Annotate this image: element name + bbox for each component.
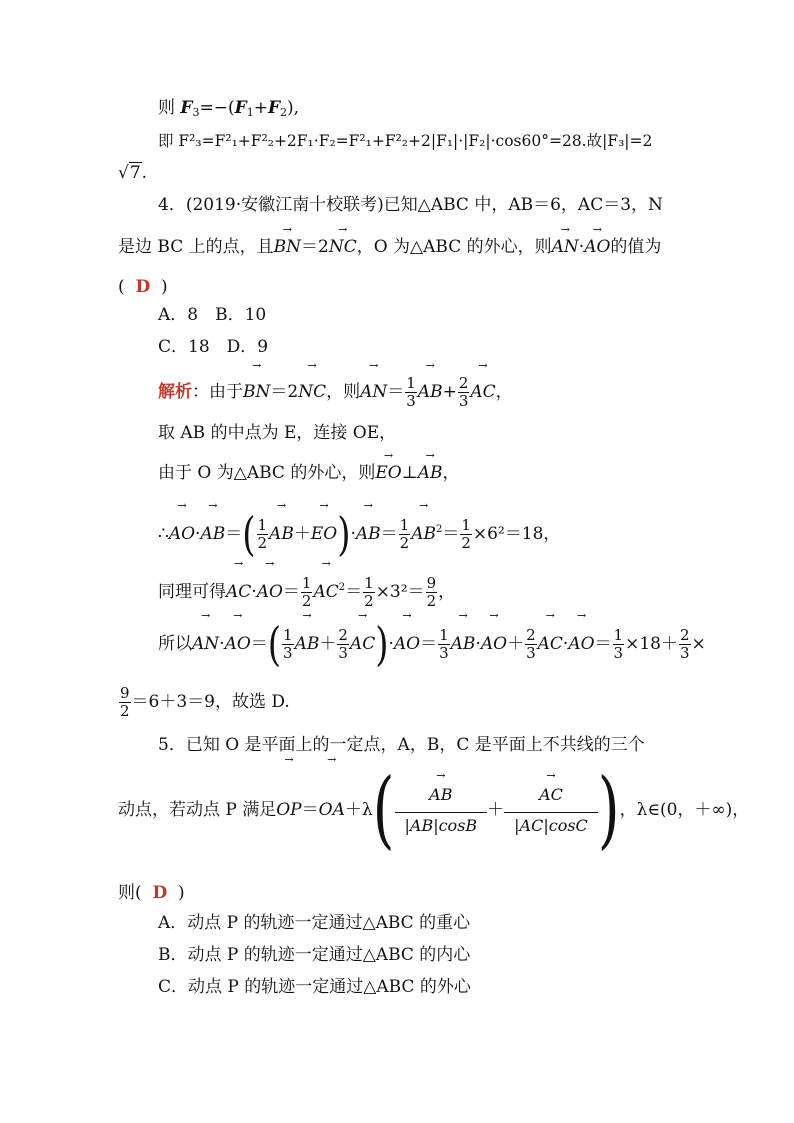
solution-line3: [158, 462, 459, 484]
vector-BN: → BN: [243, 372, 270, 412]
q4-options-cd: [158, 336, 268, 358]
text: 即 F²₃=F²₁+F²₂+2F₁·F₂=F²₁+F²₂+2|F₁|·|F₂|·cos60°=28.故|F₃|=2: [158, 132, 653, 150]
options-text: C．18 D．9: [158, 337, 269, 357]
var-F: F: [234, 98, 247, 118]
option-text: A．动点 P 的轨迹一定通过△ABC 的重心: [158, 913, 471, 933]
text: (: [118, 277, 125, 297]
vector-AN: → AN: [192, 622, 219, 666]
text: .: [141, 163, 148, 183]
vector-AO: → AO: [225, 622, 251, 666]
text: ＝: [282, 582, 300, 602]
text: 动点，若动点 P 满足: [118, 800, 277, 820]
text: ·: [350, 524, 356, 544]
text: 的值为: [610, 237, 662, 257]
fraction-two-thirds: $\frac{2}{3}$: [338, 626, 348, 662]
text: ＝: [594, 634, 612, 654]
text: ＝: [345, 582, 363, 602]
text: ·: [219, 634, 225, 654]
text: ＋λ: [344, 800, 373, 820]
vector-AC: → AC: [350, 622, 375, 666]
solution-line7: [118, 680, 290, 724]
line-sqrt7: [118, 162, 147, 184]
fraction-one-half: $\frac{1}{2}$: [461, 516, 471, 552]
text: 同理可得: [158, 582, 226, 602]
fraction-two-thirds: $\frac{2}{3}$: [679, 626, 690, 662]
text: ×18＋: [625, 634, 678, 654]
vector-AN: → AN: [552, 236, 579, 258]
sqrt-expression: √7: [118, 163, 141, 183]
paren-right: ): [597, 761, 620, 859]
text: ×6²＝18，: [472, 524, 561, 544]
text: ，λ∈(0，＋∞)，: [619, 800, 750, 820]
vector-BN: → BN: [274, 236, 301, 258]
text: ·: [578, 237, 585, 257]
q5-option-c: [158, 976, 471, 998]
fraction-one-third: $\frac{1}{3}$: [439, 626, 449, 662]
text: ＋: [293, 524, 311, 544]
vector-EO: → EO: [375, 462, 401, 484]
fraction-one-third: $\frac{1}{3}$: [283, 626, 293, 662]
vector-AB: → AB: [356, 512, 381, 556]
fraction-one-third: $\frac{1}{3}$: [406, 374, 416, 410]
text: ，: [442, 463, 460, 483]
q4-options-ab: [158, 304, 266, 326]
text: ),: [287, 98, 300, 118]
solution-label: 解析: [158, 382, 192, 402]
fraction-one-half: $\frac{1}{2}$: [364, 574, 374, 610]
text: ·: [475, 634, 481, 654]
vector-AC: → AC: [313, 570, 338, 614]
text: +: [253, 98, 268, 118]
text: ＝: [250, 634, 268, 654]
var-F: F: [267, 98, 281, 118]
q5-answer: [118, 882, 185, 904]
vector-AO: → AO: [568, 622, 594, 666]
text: ): [161, 277, 168, 297]
vector-AC: → AC: [538, 622, 563, 666]
text: ，: [438, 582, 456, 602]
fraction-two-thirds: $\frac{2}{3}$: [458, 374, 469, 410]
vector-AB: → AB: [418, 462, 443, 484]
vector-EO: → EO: [311, 512, 337, 556]
q4-stem-line1: [158, 194, 663, 216]
vector-NC: → NC: [298, 372, 326, 412]
solution-line4: ∴→ AO·→ AB＝( $\frac{1}{2}$ → AB＋→ EO)·→ AB＝ $\frac{1}{2}$ → $AB^2=$ $\frac{1}{2}$ ×6²＝18，: [158, 508, 560, 556]
q4-answer: [118, 276, 168, 298]
text: ，O 为△ABC 的外心，则: [356, 237, 552, 257]
question-text: (2019·安徽江南十校联考)已知△ABC 中，AB＝6，AC＝3，N: [185, 195, 663, 215]
answer-choice: D: [135, 277, 151, 297]
text: ·: [388, 634, 394, 654]
fraction-one-half: $\frac{1}{2}$: [301, 574, 312, 610]
text: 则: [158, 98, 181, 118]
paren-right: ): [375, 617, 389, 672]
question-text: 5．已知 O 是平面上的一定点，A，B，C 是平面上不共线的三个: [158, 735, 645, 755]
text: ＋: [507, 634, 525, 654]
fraction-one-half: $\frac{1}{2}$: [257, 516, 268, 552]
vector-AC: → AC: [226, 570, 251, 614]
solution-line6: [158, 617, 706, 672]
vector-AB: → AB: [411, 512, 436, 556]
fraction-AB-over-cosB: → $\frac{AB}{|AB|\cos B}$: [395, 782, 488, 839]
option-text: C．动点 P 的轨迹一定通过△ABC 的外心: [158, 977, 471, 997]
vector-NC: → NC: [329, 236, 357, 258]
solution-line2: [158, 422, 396, 444]
vector-AB: → AB: [451, 622, 476, 666]
question-number: 4．: [158, 195, 186, 215]
option-text: B．动点 P 的轨迹一定通过△ABC 的内心: [158, 945, 471, 965]
text: ＋: [487, 800, 505, 820]
q5-stem-line1: [158, 734, 645, 756]
vector-AB: → AB: [418, 372, 443, 412]
var-F: F: [180, 98, 193, 118]
vector-AC: → AC: [470, 372, 495, 412]
paren-left: (: [267, 617, 282, 672]
text: ·: [251, 582, 257, 602]
text: ·: [562, 634, 569, 654]
text: ＝: [301, 800, 319, 820]
text: ＝2: [270, 382, 299, 402]
solution-line5: 同理可得→ AC·→ AO＝ $\frac{1}{2}$ → $AC^2=$ $\frac{1}{2}$ ×3²＝ $\frac{9}{2}$ ，: [158, 566, 455, 614]
fraction-nine-halves: $\frac{9}{2}$: [120, 684, 130, 720]
text: ∴: [158, 524, 169, 544]
vector-OA: → OA: [319, 766, 345, 854]
vector-AB: → AB: [295, 622, 320, 666]
text: ＝6＋3＝9，故选 D.: [131, 692, 290, 712]
vector-AO: → AO: [481, 622, 507, 666]
vector-AO: → AO: [584, 236, 610, 258]
q5-stem-line2: [118, 761, 750, 859]
text: ): [178, 883, 185, 903]
line-f3-magnitude: [158, 130, 652, 152]
paren-left: (: [372, 761, 395, 859]
text: +: [442, 382, 457, 402]
text: ，: [495, 382, 513, 402]
text: ＝: [442, 524, 460, 544]
text: 是边 BC 上的点，且: [118, 237, 274, 257]
vector-AN: → AN: [360, 372, 387, 412]
text: ＝: [380, 524, 398, 544]
fraction-two-thirds: $\frac{2}{3}$: [526, 626, 536, 662]
text: =−(: [199, 98, 235, 118]
q5-option-b: [158, 944, 470, 966]
options-text: A．8 B．10: [158, 305, 267, 325]
vector-AB: → AB: [269, 512, 294, 556]
text: ＋: [319, 634, 337, 654]
fraction-one-half: $\frac{1}{2}$: [399, 516, 410, 552]
text: ×3²＝: [375, 582, 425, 602]
text: ：由于: [192, 382, 243, 402]
fraction-nine-halves: $\frac{9}{2}$: [426, 574, 437, 610]
line-f3-definition: 则 $F_3=-(F_1+F_2)$,: [158, 98, 300, 119]
text: ＝: [225, 524, 243, 544]
paren-right: ): [337, 507, 351, 562]
q5-option-a: [158, 912, 470, 934]
text: 所以: [158, 634, 192, 654]
solution-line1: [158, 372, 513, 412]
text: 取 AB 的中点为 E，连接 OE，: [158, 423, 397, 443]
text: ＝: [420, 634, 438, 654]
vector-AO: → AO: [169, 512, 195, 556]
vector-AB: → AB: [200, 512, 225, 556]
vector-AO: → AO: [394, 622, 420, 666]
text: ·: [195, 524, 201, 544]
fraction-AC-over-cosC: → $\frac{AC}{|AC|\cos C}$: [504, 782, 598, 839]
vector-AO: → AO: [257, 570, 283, 614]
text: ⊥: [401, 463, 418, 483]
paren-left: (: [242, 507, 256, 562]
fraction-one-third: $\frac{1}{3}$: [613, 626, 624, 662]
text: 则(: [118, 883, 142, 903]
q4-stem-line2: [118, 236, 661, 258]
text: 由于 O 为△ABC 的外心，则: [158, 463, 376, 483]
text: ＝2: [301, 237, 329, 257]
vector-OP: → OP: [276, 766, 301, 854]
text: ＝: [387, 382, 405, 402]
text: ，则: [326, 382, 361, 402]
answer-choice: D: [152, 883, 168, 903]
text: ×: [691, 634, 706, 654]
